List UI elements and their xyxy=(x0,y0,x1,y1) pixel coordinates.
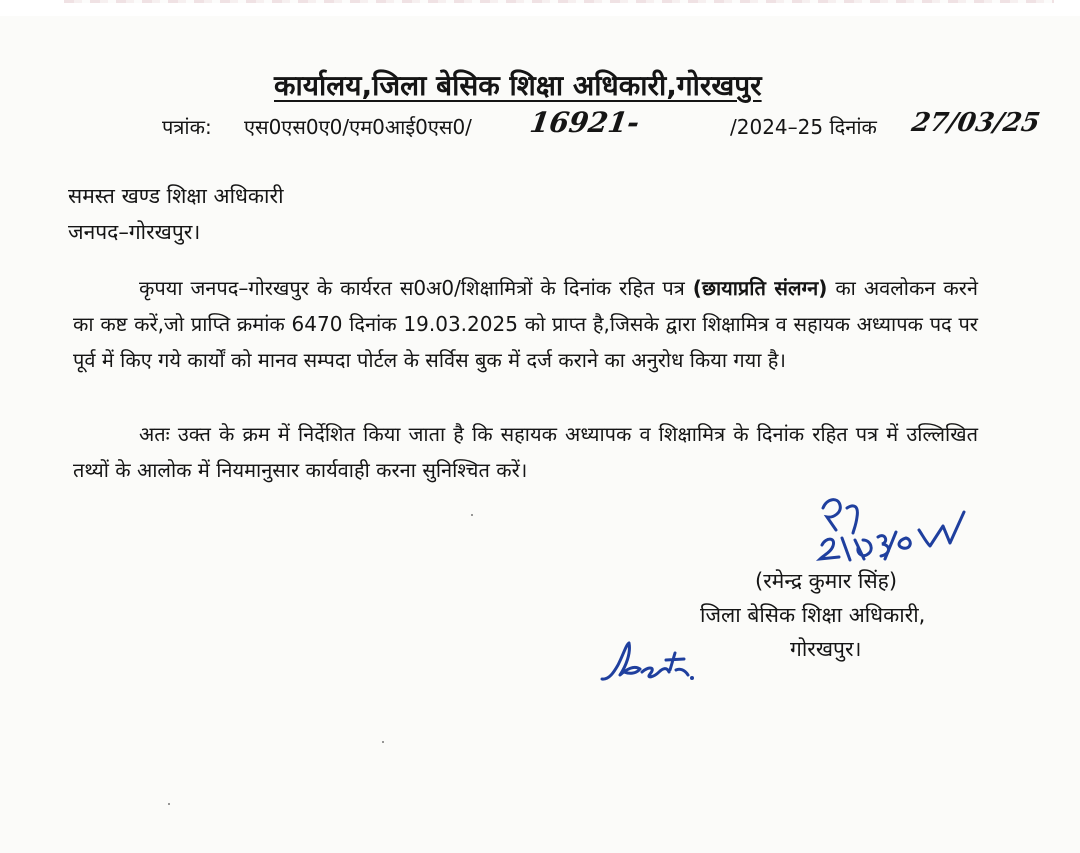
body-paragraph-2 xyxy=(73,416,978,488)
cropped-top-edge xyxy=(0,0,1080,16)
reference-line xyxy=(162,106,1043,152)
office-heading: कार्यालय,जिला बेसिक शिक्षा अधिकारी,गोरखपुर xyxy=(274,69,762,102)
recipient-block xyxy=(68,178,284,250)
paragraph-2-text: अतः उक्त के क्रम में निर्देशित किया जाता है कि सहायक अध्यापक व शिक्षामित्र के दिनांक रहित पत्र में उल्लिखित तथ्यों के आलोक में नियमानुसार कार्यवाही करना सुनिश्चित करें। xyxy=(73,422,978,482)
officer-title: जिला बेसिक शिक्षा अधिकारी, xyxy=(700,603,926,627)
signature-icon xyxy=(805,495,970,567)
reference-code: एस0एस0ए0/एम0आई0एस0/ xyxy=(244,115,472,139)
recipient-line-2: जनपद–गोरखपुर। xyxy=(68,220,201,244)
paragraph-1-bold-note: (छायाप्रति संलग्न) xyxy=(692,276,828,300)
initials-icon xyxy=(592,635,704,693)
handwritten-reference-number: 16921- xyxy=(527,106,642,139)
officer-city: गोरखपुर। xyxy=(790,637,862,661)
body-paragraph-1 xyxy=(73,270,978,378)
paragraph-1-start: कृपया जनपद–गोरखपुर के कार्यरत स0अ0/शिक्षामित्रों के दिनांक रहित पत्र xyxy=(139,276,693,300)
paragraph-1-end: का अवलोकन करने का कष्ट करें,जो प्राप्ति क्रमांक 6470 दिनांक 19.03.2025 को प्राप्त है,जिसके द्वारा शिक्षामित्र व सहायक अध्यापक पद पर पूर्व में किए गये कार्यों को मानव सम्पदा पोर्टल के सर्विस बुक में दर्ज कराने का अनुरोध किया गया है। xyxy=(73,276,979,372)
handwritten-date: 27/03/25 xyxy=(909,108,1043,138)
officer-name: (रमेन्द्र कुमार सिंह) xyxy=(755,569,898,593)
paper-speck xyxy=(382,741,384,743)
session-date-label: /2024–25 दिनांक xyxy=(730,115,877,139)
paper-speck xyxy=(471,514,473,516)
reference-label: पत्रांक: xyxy=(162,115,212,139)
paper-speck xyxy=(168,803,170,805)
recipient-line-1: समस्त खण्ड शिक्षा अधिकारी xyxy=(68,184,284,208)
